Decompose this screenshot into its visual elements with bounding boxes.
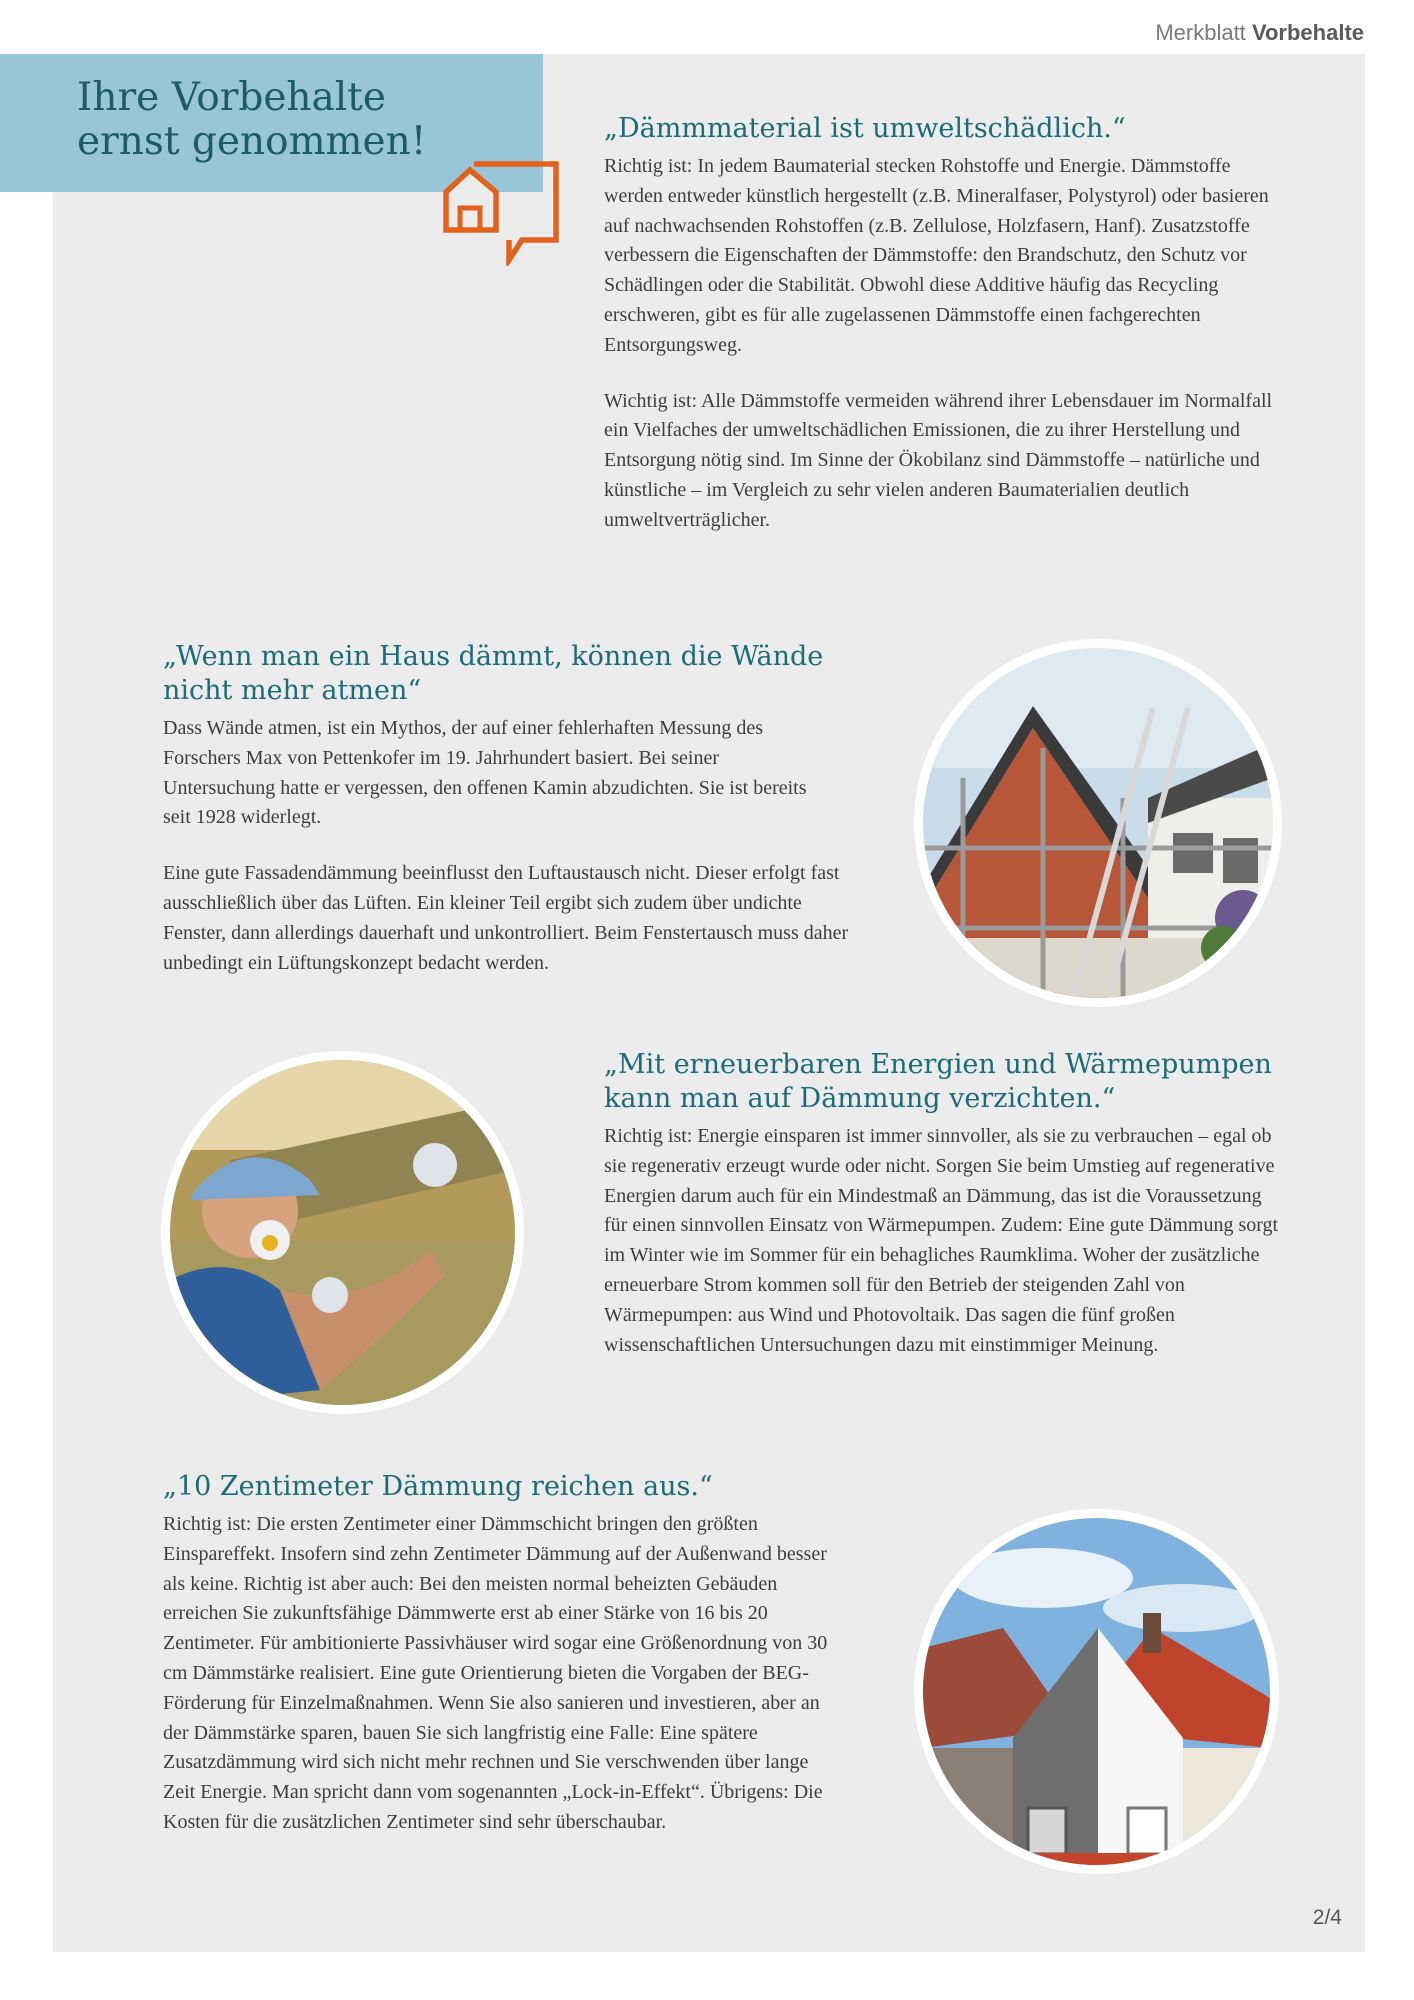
section-paragraph: Wichtig ist: Alle Dämmstoffe vermeiden während ihrer Lebensdauer im Normalfall ein Vielfaches der umweltschädlichen Emissionen, die zu ihrer Herstellung und Entsorgung nötig sind. Im Sinne der Ökobilanz sind Dämmstoffe – natürliche und künstliche – im Vergleich zu sehr vielen anderen Baumaterialien deutlich umweltverträglicher. [604,389,1273,531]
section-heading: „Wenn man ein Haus dämmt, können die Wände nicht mehr atmen“ [163,641,824,706]
section-paragraph: Richtig ist: In jedem Baumaterial stecken Rohstoffe und Energie. Dämmstoffe werden entweder künstlich hergestellt (z.B. Mineralfaser, Polystyrol) oder basieren auf nachwachsenden Rohstoffen (z.B. Zellulose, Holzfasern, Hanf). Zusatzstoffe verbessern die Eigenschaften der Dämmstoffe: den Brandschutz, den Schutz vor Schädlingen oder die Stabilität. Obwohl diese Additive häufig das Recycling erschweren, gibt es für alle zugelassenen Dämmstoffe einen fachgerechten Entsorgungsweg. [604,155,1269,356]
section-erneuerbare-energien [604,1048,1284,1360]
section-heading: „10 Zentimeter Dämmung reichen aus.“ [163,1471,713,1502]
renovated-house-photo [923,1518,1270,1865]
section-paragraph: Dass Wände atmen, ist ein Mythos, der auf einer fehlerhaften Messung des Forschers Max von Pettenkofer im 19. Jahrhundert basiert. Bei seiner Untersuchung hatte er vergessen, den offenen Kamin abzudichten. Sie ist bereits seit 1928 widerlegt. [163,717,807,829]
section-paragraph: Richtig ist: Die ersten Zentimeter einer Dämmschicht bringen den größten Einspareffekt. Insofern sind zehn Zentimeter Dämmung auf der Außenwand besser als keine. Richtig ist aber auch: Bei den meisten normal beheizten Gebäuden erreichen Sie zukunftsfähige Dämmwerte erst ab einer Stärke von 16 bis 20 Zentimeter. Für ambitionierte Passivhäuser wird sogar eine Größenordnung von 30 cm Dämmstärke realisiert. Eine gute Orientierung bieten die Vorgaben der BEG-Förderung für Einzelmaßnahmen. Wenn Sie also sanieren und investieren, aber an der Dämmstärke sparen, bauen Sie sich langfristig eine Falle: Eine spätere Zusatzdämmung wird sich nicht mehr rechnen und Sie verschwenden über lange Zeit Energie. Man spricht dann vom sogenannten „Lock-in-Effekt“. Übrigens: Die Kosten für die zusätzlichen Zentimeter sind sehr überschaubar. [163,1513,828,1833]
page-number: 2/4 [1312,1906,1342,1929]
insulation-worker-photo [170,1060,515,1405]
section-heading: „Dämmmaterial ist umweltschädlich.“ [604,113,1126,144]
header-prefix: Merkblatt [1155,20,1246,45]
scaffolding-house-photo [923,648,1273,998]
section-10-zentimeter [163,1470,835,1838]
section-paragraph: Richtig ist: Energie einsparen ist immer sinnvoller, als sie zu verbrauchen – egal ob sie regenerativ erzeugt wurde oder nicht. Sorgen Sie beim Umstieg auf regenerative Energien darum auch für ein Mindestmaß an Dämmung, das ist die Voraussetzung für einen sinnvollen Einsatz von Wärmepumpen. Zudem: Eine gute Dämmung sorgt im Winter wie im Sommer für ein behagliches Raumklima. Woher der zusätzliche erneuerbare Strom kommen soll für den Betrieb der steigenden Zahl von Wärmepumpen: aus Wind und Photovoltaik. Das sagen die fünf großen wissenschaftlichen Untersuchungen dazu mit einstimmiger Meinung. [604,1125,1279,1356]
intro-title: Ihre Vorbehalte ernst genommen! [77,75,427,164]
section-waende-atmen [163,640,853,978]
section-paragraph: Eine gute Fassadendämmung beeinflusst den Luftaustausch nicht. Dieser erfolgt fast ausschließlich über das Lüften. Ein kleiner Teil ergibt sich zudem über undichte Fenster, dann allerdings dauerhaft und unkontrolliert. Beim Fenstertausch muss daher unbedingt ein Lüftungskonzept bedacht werden. [163,862,849,974]
house-speech-bubble-icon [440,142,562,266]
header-title: Vorbehalte [1251,20,1364,45]
section-heading: „Mit erneuerbaren Energien und Wärmepumpen kann man auf Dämmung verzichten.“ [604,1049,1272,1114]
section-daemmmaterial [604,112,1294,536]
document-header [1155,20,1364,46]
